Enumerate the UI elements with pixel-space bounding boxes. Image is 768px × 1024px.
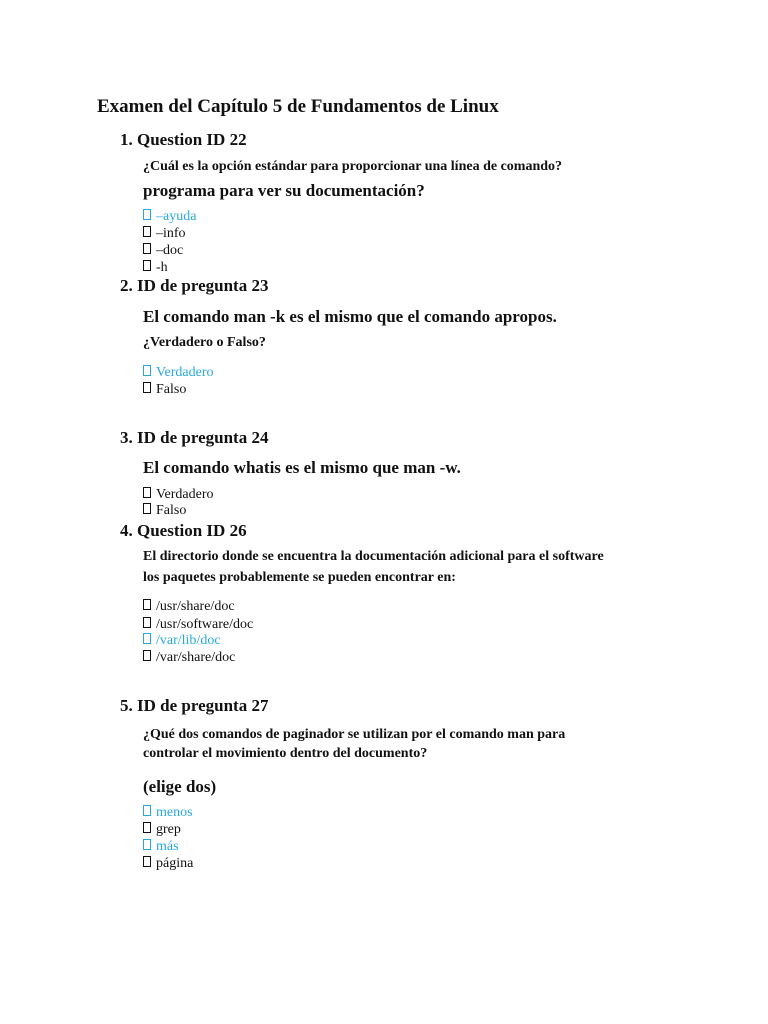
- option-label: /var/lib/doc: [156, 633, 221, 648]
- checkbox-icon: [143, 260, 151, 271]
- checkbox-icon: [143, 856, 151, 867]
- question-heading: 1. Question ID 22: [120, 130, 247, 149]
- question-heading: 2. ID de pregunta 23: [120, 276, 269, 295]
- checkbox-icon: [143, 599, 151, 610]
- question-text: (elige dos): [143, 777, 217, 796]
- question-text: los paquetes probablemente se pueden encontrar en:: [143, 570, 456, 585]
- question-heading: 5. ID de pregunta 27: [120, 696, 269, 715]
- option-label: -h: [156, 260, 168, 275]
- option-label: /var/share/doc: [156, 650, 236, 665]
- option-label: Verdadero: [156, 365, 214, 380]
- question-text: programa para ver su documentación?: [143, 181, 425, 200]
- answer-option[interactable]: [143, 805, 193, 821]
- checkbox-icon: [143, 839, 151, 850]
- question-text: El comando whatis es el mismo que man -w.: [143, 458, 461, 477]
- option-label: /usr/share/doc: [156, 599, 235, 614]
- answer-option[interactable]: [143, 209, 196, 225]
- option-label: más: [156, 839, 179, 854]
- checkbox-icon: [143, 365, 151, 376]
- question-text: El directorio donde se encuentra la documentación adicional para el software: [143, 549, 604, 564]
- answer-option[interactable]: [143, 226, 186, 242]
- answer-option[interactable]: [143, 617, 253, 633]
- checkbox-icon: [143, 650, 151, 661]
- checkbox-icon: [143, 503, 151, 514]
- answer-option[interactable]: [143, 260, 168, 276]
- answer-option[interactable]: [143, 382, 186, 398]
- option-label: –info: [156, 226, 186, 241]
- question-text: El comando man -k es el mismo que el comando apropos.: [143, 307, 557, 326]
- checkbox-icon: [143, 633, 151, 644]
- option-label: menos: [156, 805, 193, 820]
- checkbox-icon: [143, 226, 151, 237]
- question-text: controlar el movimiento dentro del documento?: [143, 746, 428, 761]
- question-heading: 3. ID de pregunta 24: [120, 428, 269, 447]
- option-label: –doc: [156, 243, 184, 258]
- answer-option[interactable]: [143, 856, 193, 872]
- answer-option[interactable]: [143, 487, 214, 503]
- checkbox-icon: [143, 382, 151, 393]
- option-label: grep: [156, 822, 181, 837]
- checkbox-icon: [143, 243, 151, 254]
- answer-option[interactable]: [143, 365, 214, 381]
- checkbox-icon: [143, 487, 151, 498]
- checkbox-icon: [143, 617, 151, 628]
- answer-option[interactable]: [143, 650, 235, 666]
- answer-option[interactable]: [143, 243, 183, 259]
- question-text: ¿Qué dos comandos de paginador se utilizan por el comando man para: [143, 727, 566, 742]
- answer-option[interactable]: [143, 503, 186, 519]
- question-text: ¿Verdadero o Falso?: [143, 335, 266, 350]
- answer-option[interactable]: [143, 599, 235, 615]
- option-label: –ayuda: [156, 209, 197, 224]
- option-label: /usr/software/doc: [156, 617, 254, 632]
- option-label: Falso: [156, 382, 187, 397]
- question-text: ¿Cuál es la opción estándar para proporcionar una línea de comando?: [143, 159, 563, 174]
- checkbox-icon: [143, 209, 151, 220]
- option-label: página: [156, 856, 194, 871]
- checkbox-icon: [143, 805, 151, 816]
- answer-option[interactable]: [143, 822, 181, 838]
- option-label: Verdadero: [156, 487, 214, 502]
- checkbox-icon: [143, 822, 151, 833]
- answer-option[interactable]: [143, 633, 221, 649]
- option-label: Falso: [156, 503, 187, 518]
- question-heading: 4. Question ID 26: [120, 521, 247, 540]
- answer-option[interactable]: [143, 839, 179, 855]
- document-title: Examen del Capítulo 5 de Fundamentos de Linux: [97, 96, 499, 117]
